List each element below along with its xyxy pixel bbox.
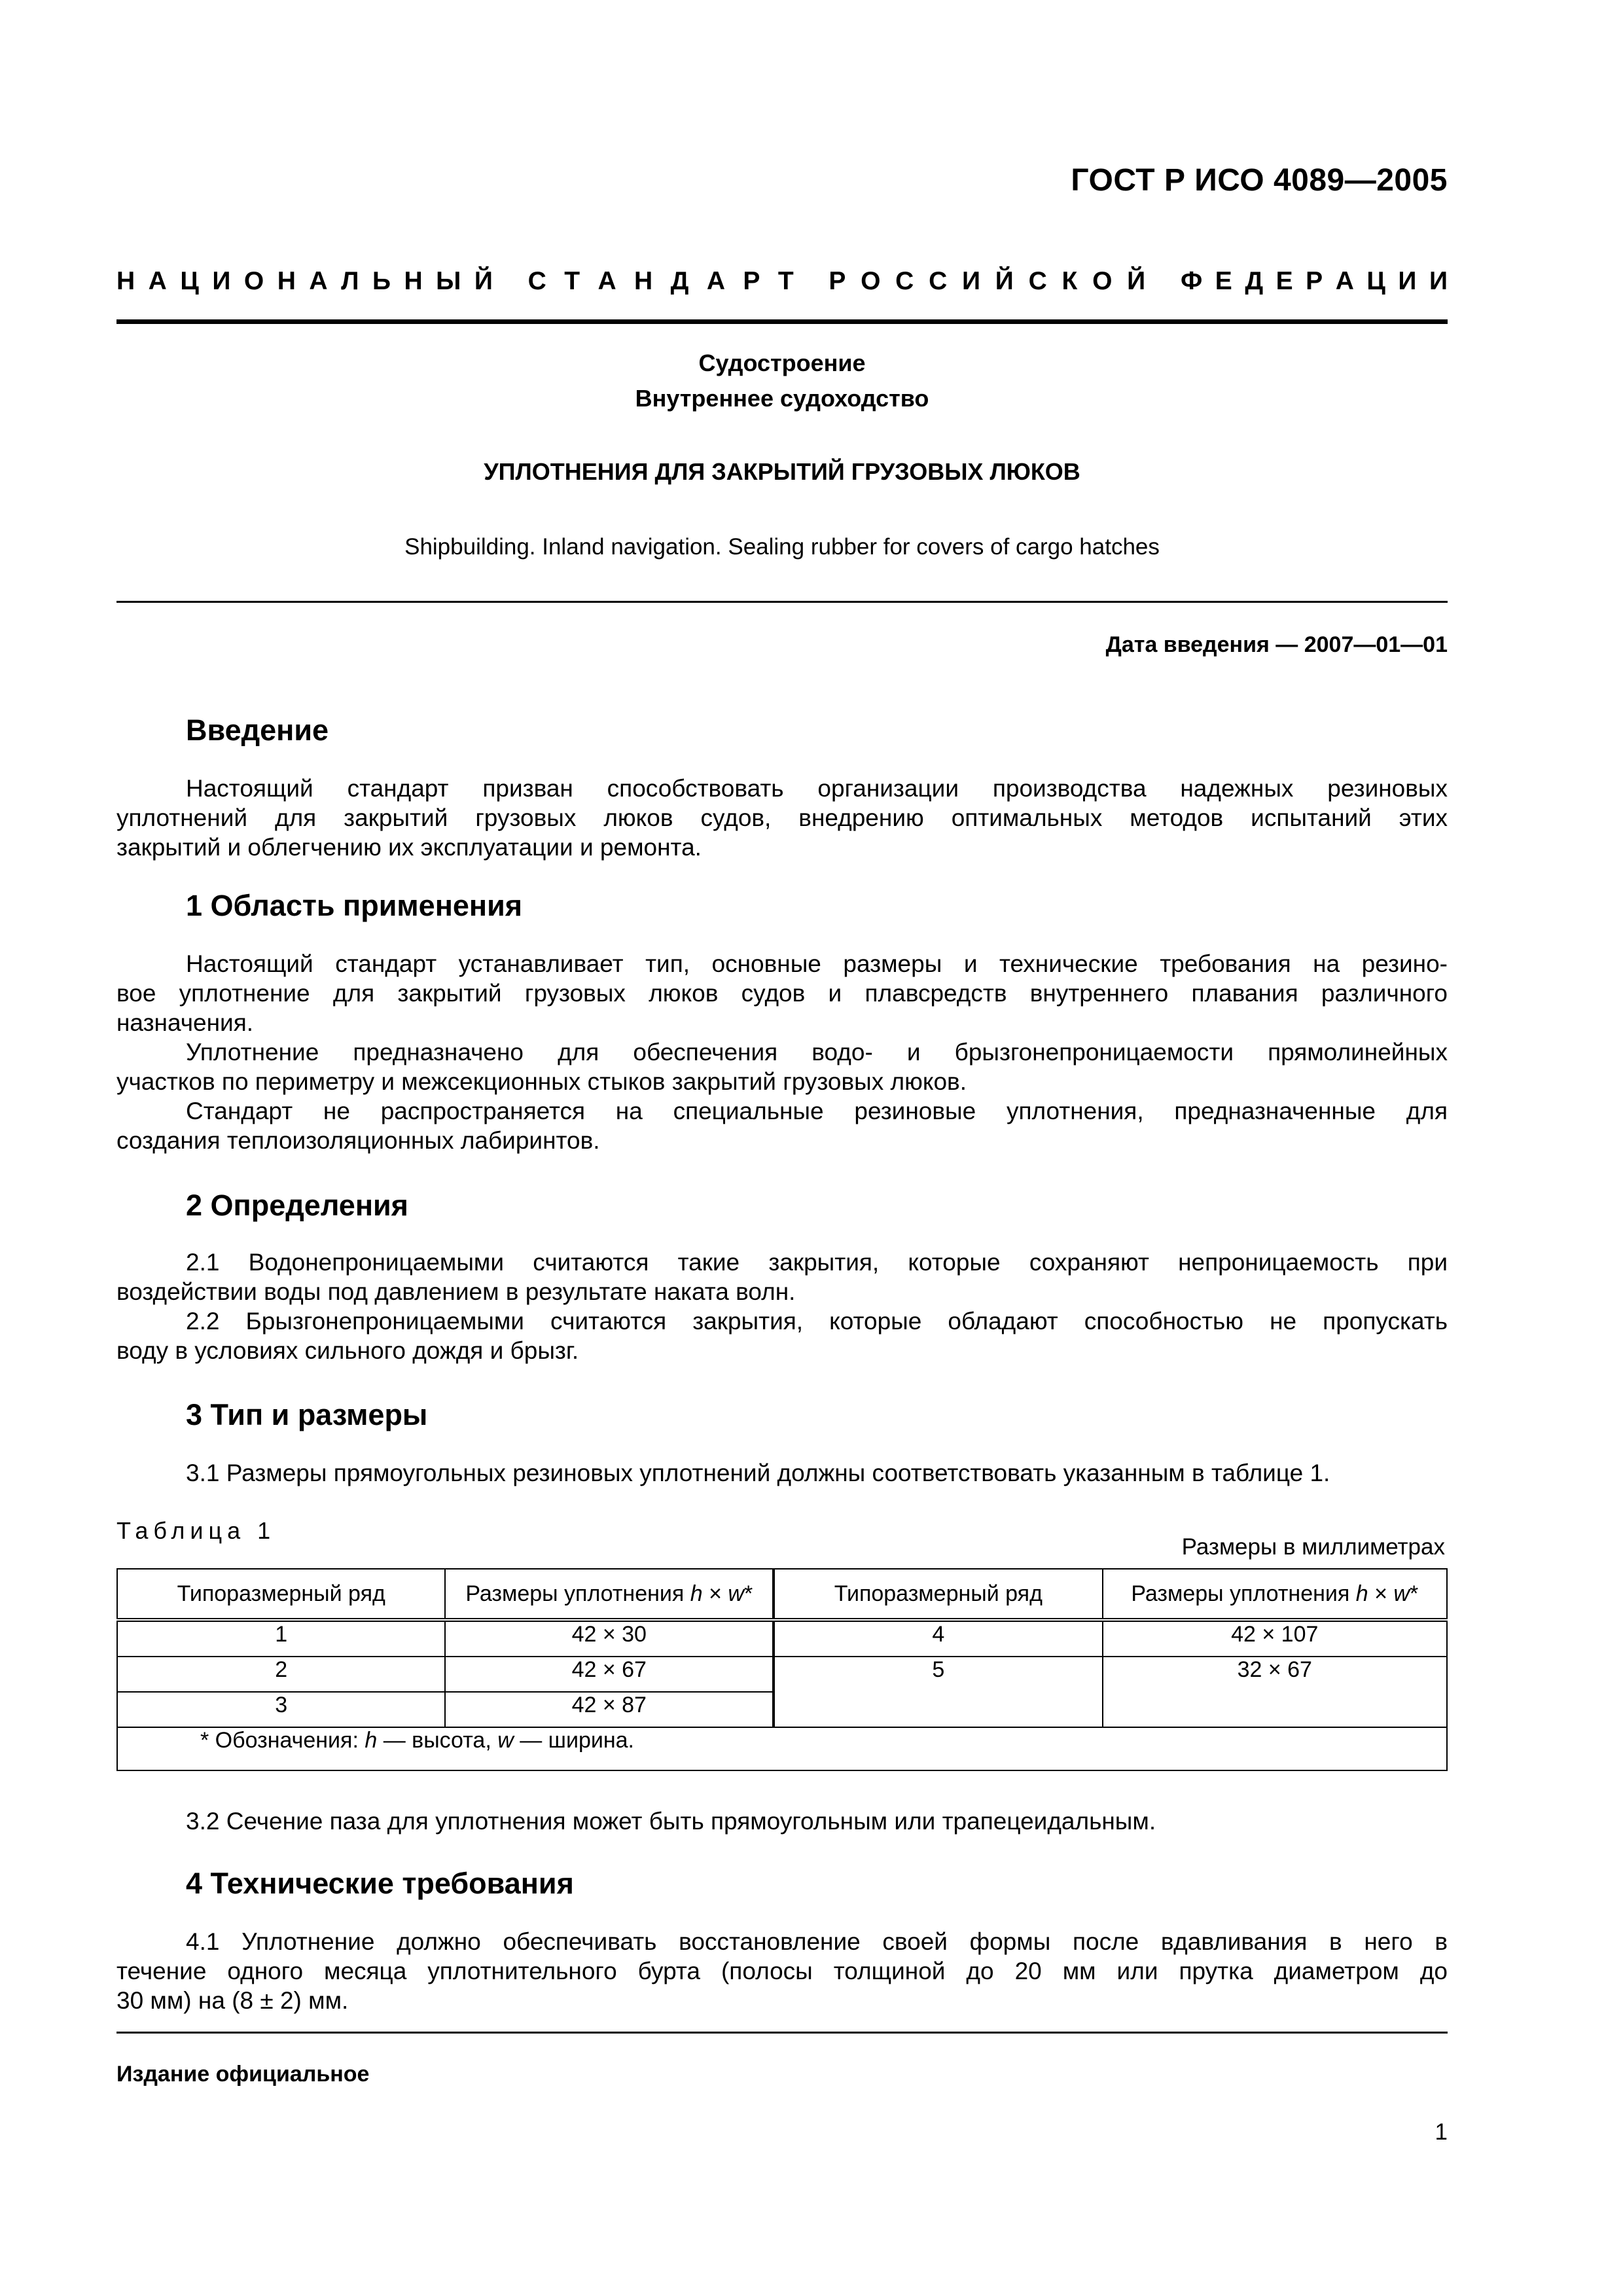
banner-word: Ф Е Д Е Р А Ц И И — [1180, 267, 1448, 295]
section-1-paragraph-1 — [116, 949, 1448, 1037]
text-line: 3.2 Сечение паза для уплотнения может быть прямоугольным или трапецеидальным. — [186, 1808, 1156, 1835]
table-cell: 42 × 107 — [1103, 1620, 1447, 1657]
table-cell: 4 — [774, 1620, 1102, 1657]
table-cell: 42 × 30 — [445, 1620, 774, 1657]
table-caption: Таблица 1 — [116, 1517, 276, 1544]
section-2-paragraph-1 — [116, 1247, 1448, 1306]
table-note: * Обозначения: h — высота, w — ширина. — [117, 1727, 1447, 1770]
text-line: 2.2 Брызгонепроницаемыми считаются закрытия, которые обладают способностью не пропускать — [186, 1308, 1448, 1335]
intro-heading: Введение — [186, 713, 329, 747]
section-3-paragraph-2 — [116, 1806, 1448, 1836]
section-2-heading: 2 Определения — [186, 1189, 408, 1222]
table-cell: 5 — [774, 1657, 1102, 1727]
table-note-row — [117, 1727, 1447, 1770]
official-edition-label: Издание официальное — [116, 2062, 370, 2087]
text-line: воду в условиях сильного дождя и брызг. — [116, 1337, 579, 1364]
section-2-paragraph-2 — [116, 1306, 1448, 1365]
table-cell: 42 × 87 — [445, 1692, 774, 1727]
table-header-cell: Типоразмерный ряд — [117, 1569, 445, 1620]
table-row — [117, 1657, 1447, 1692]
text-line: вое уплотнение для закрытий грузовых люков судов и плавсредств внутреннего плавания различного — [116, 980, 1448, 1007]
section-1-paragraph-3 — [116, 1096, 1448, 1155]
text-line: течение одного месяца уплотнительного бурта (полосы толщиной до 20 мм или прутка диаметром до — [116, 1958, 1448, 1984]
document-title: УПЛОТНЕНИЯ ДЛЯ ЗАКРЫТИЙ ГРУЗОВЫХ ЛЮКОВ — [484, 458, 1080, 485]
text-line: 3.1 Размеры прямоугольных резиновых уплотнений должны соответствовать указанным в таблице 1. — [186, 1460, 1330, 1486]
text-line: участков по периметру и межсекционных стыков закрытий грузовых люков. — [116, 1068, 967, 1095]
table-units: Размеры в миллиметрах — [1181, 1534, 1445, 1560]
text-line: Настоящий стандарт устанавливает тип, основные размеры и технические требования на резино- — [186, 950, 1448, 977]
document-id: ГОСТ Р ИСО 4089—2005 — [1071, 163, 1448, 198]
national-standard-banner — [116, 267, 1448, 296]
text-line: 4.1 Уплотнение должно обеспечивать восстановление своей формы после вдавливания в него в — [186, 1928, 1448, 1955]
subtitle-line-2: Внутреннее судоходство — [635, 385, 929, 412]
table-cell: 42 × 67 — [445, 1657, 774, 1692]
section-1-heading: 1 Область применения — [186, 889, 523, 922]
table-cell: 2 — [117, 1657, 445, 1692]
text-line: Уплотнение предназначено для обеспечения водо- и брызгонепроницаемости прямолинейных — [186, 1039, 1448, 1066]
text-line: создания теплоизоляционных лабиринтов. — [116, 1127, 600, 1154]
text-line: 30 мм) на (8 ± 2) мм. — [116, 1987, 349, 2014]
header-rule — [116, 319, 1448, 324]
subtitle-line-1: Судостроение — [698, 350, 866, 376]
text-line: назначения. — [116, 1009, 254, 1036]
text-line: Стандарт не распространяется на специальные резиновые уплотнения, предназначенные для — [186, 1098, 1448, 1124]
footer-rule — [116, 2032, 1448, 2034]
text-line: уплотнений для закрытий грузовых люков судов, внедрению оптимальных методов испытаний этих — [116, 804, 1448, 831]
section-3-heading: 3 Тип и размеры — [186, 1398, 428, 1431]
table-header-cell: Типоразмерный ряд — [774, 1569, 1102, 1620]
title-rule — [116, 601, 1448, 603]
table-cell: 32 × 67 — [1103, 1657, 1447, 1727]
banner-word: Р О С С И Й С К О Й — [829, 267, 1146, 295]
table-cell: 1 — [117, 1620, 445, 1657]
text-line: 2.1 Водонепроницаемыми считаются такие закрытия, которые сохраняют непроницаемость при — [186, 1249, 1448, 1276]
banner-word: Н А Ц И О Н А Л Ь Н Ы Й — [116, 267, 493, 295]
table-header-cell: Размеры уплотнения h × w* — [445, 1569, 774, 1620]
english-title: Shipbuilding. Inland navigation. Sealing rubber for covers of cargo hatches — [404, 534, 1160, 560]
table-header-cell: Размеры уплотнения h × w* — [1103, 1569, 1447, 1620]
table-row — [117, 1620, 1447, 1657]
section-3-paragraph-1 — [116, 1458, 1448, 1488]
introduction-date: Дата введения — 2007—01—01 — [1105, 632, 1448, 657]
intro-paragraph — [116, 774, 1448, 862]
page-number: 1 — [1435, 2119, 1448, 2145]
text-line: закрытий и облегчению их эксплуатации и ремонта. — [116, 834, 702, 861]
text-line: воздействии воды под давлением в результате наката волн. — [116, 1278, 796, 1305]
section-4-paragraph-1 — [116, 1927, 1448, 2015]
text-line: Настоящий стандарт призван способствовать организации производства надежных резиновых — [186, 775, 1448, 802]
table-cell: 3 — [117, 1692, 445, 1727]
section-1-paragraph-2 — [116, 1037, 1448, 1096]
dimensions-table — [116, 1568, 1448, 1771]
section-4-heading: 4 Технические требования — [186, 1867, 574, 1900]
banner-word: С Т А Н Д А Р Т — [527, 267, 794, 295]
